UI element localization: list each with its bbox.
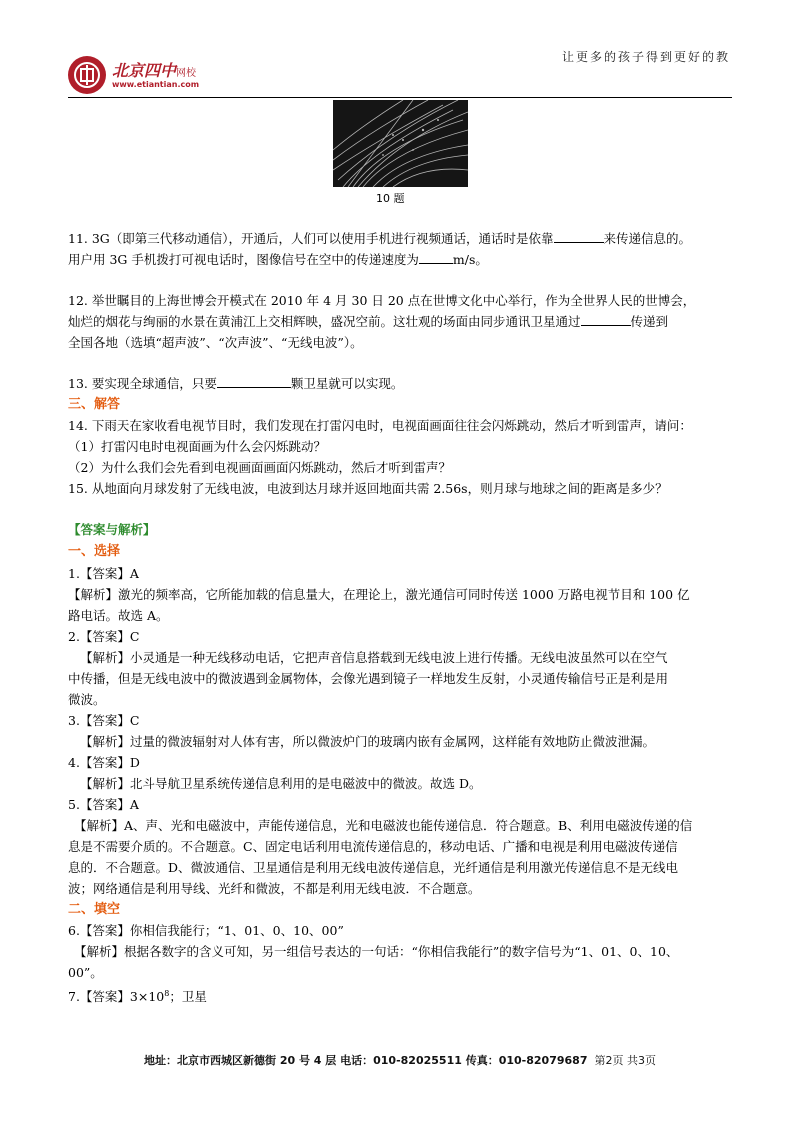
answer-6: 6.【答案】你相信我能行；“1、01、0、10、00” 【解析】根据各数字的含义可知，另一组信号表达的一句话：“你相信我能行”的数字信号为“1、01、0、10、 00”。 [68, 923, 679, 980]
footer-page-number: 第2页 共3页 [594, 1054, 656, 1067]
question-13: 13. 要实现全球通信，只要 颗卫星就可以实现。 [68, 373, 738, 394]
answer-3: 3.【答案】C 【解析】过量的微波辐射对人体有害，所以微波炉门的玻璃内嵌有金属网，这样能有效地防止微波泄漏。 [68, 713, 656, 749]
figure-caption: 10 题 [376, 192, 405, 205]
answer-5: 5.【答案】A 【解析】A、声、光和电磁波中，声能传递信息，光和电磁波也能传递信息．符合题意。B、利用电磁波传递的信 息是不需要介质的。不合题意。C、固定电话利用电流传递信息的，移动电话、广播和电视是利用电磁波传递信 息的．不合题意。D、微波通信、卫星通信是利用无线电波传递信息，光纤通信是利用激光传递信息不是无线电 波；网络通信是利用导线、光纤和微波，不都是利用无线电波．不合题意。 [68, 797, 693, 896]
header-divider [68, 97, 732, 98]
answer-4: 4.【答案】D 【解析】北斗导航卫星系统传递信息利用的是电磁波中的微波。故选 D。 [68, 755, 482, 791]
section-heading-1: 一、选择 [68, 544, 121, 559]
section-heading-3: 三、解答 [68, 397, 121, 412]
question-10-photo [333, 100, 468, 187]
question-11: 11. 3G（即第三代移动通信），开通后，人们可以使用手机进行视频通话，通话时是依靠 来传递信息的。 用户用 3G 手机拨打可视电话时，图像信号在空中的传递速度为 m/s。 [68, 228, 738, 270]
header-slogan: 让更多的孩子得到更好的教 [561, 50, 730, 64]
logo-url: www.etiantian.com [112, 80, 200, 89]
footer-address: 地址：北京市西城区新德街 20 号 4 层 电话：010-82025511 传真：010-82079687 [144, 1054, 588, 1067]
answer-blank [419, 249, 453, 264]
answer-7: 7.【答案】$3\times 10^8$；卫星 [68, 989, 207, 1005]
answer-blank [581, 311, 631, 326]
page-footer [0, 1052, 800, 1068]
logo-name: 北京四中网校 [112, 61, 197, 80]
section-heading-2: 二、填空 [68, 902, 121, 917]
answers-title: 【答案与解析】 [68, 522, 156, 537]
site-logo [68, 56, 248, 100]
answer-1: 1.【答案】A 【解析】激光的频率高，它所能加载的信息量大，在理论上，激光通信可同时传送 1000 万路电视节目和 100 亿 路电话。故选 A。 [68, 566, 690, 623]
question-15: 15. 从地面向月球发射了无线电波，电波到达月球并返回地面共需 2.56s，则月球与地球之间的距离是多少？ [68, 481, 668, 496]
answer-blank [217, 373, 291, 388]
logo-emblem-icon [68, 56, 106, 94]
answer-2: 2.【答案】C 【解析】小灵通是一种无线移动电话，它把声音信息搭载到无线电波上进行传播。无线电波虽然可以在空气 中传播，但是无线电波中的微波遇到金属物体，会像光遇到镜子一样地发生反射，小灵通传输信号正是利是用 微波。 [68, 629, 669, 707]
question-14: 14. 下雨天在家收看电视节目时，我们发现在打雷闪电时，电视面画面往往会闪烁跳动，然后才听到雷声，请问： （1）打雷闪电时电视面画为什么会闪烁跳动？ （2）为什么我们会先看到电视画面画面闪烁跳动，然后才听到雷声？ [68, 418, 692, 475]
answer-blank [554, 228, 604, 243]
question-12: 12. 举世瞩目的上海世博会开模式在 2010 年 4 月 30 日 20 点在世博文化中心举行，作为全世界人民的世博会， 灿烂的烟花与绚丽的水景在黄浦江上交相辉映，盛况空前。这壮观的场面由同步通讯卫星通过 传递到 全国各地（选填“超声波”、“次声波”、“无线电波”）。 [68, 293, 696, 350]
